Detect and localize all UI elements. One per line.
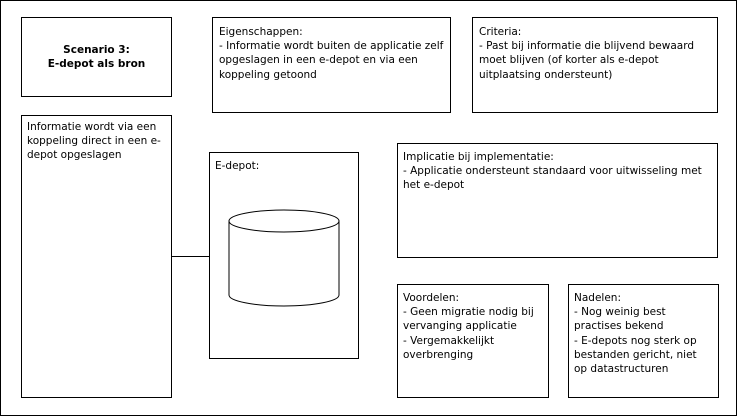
scenario-title-line2: E-depot als bron — [47, 58, 146, 70]
voordelen-item: - Geen migratie nodig bij vervanging applicatie — [403, 306, 534, 333]
criteria-item: - Past bij informatie die blijvend bewaard moet blijven (of korter als e-depot uitplaatsing ondersteunt) — [479, 40, 695, 81]
voordelen-box — [397, 284, 549, 398]
nadelen-item: - E-depots nog sterk op bestanden gericht, niet op datastructuren — [574, 334, 697, 376]
nadelen-heading: Nadelen: — [574, 292, 621, 304]
connector-line — [172, 256, 209, 257]
scenario-title-box — [21, 17, 172, 97]
implicatie-item: - Applicatie ondersteunt standaard voor uitwisseling met het e-depot — [403, 165, 702, 192]
criteria-heading: Criteria: — [479, 26, 522, 38]
scenario-title-line1: Scenario 3: — [63, 43, 130, 56]
eigenschappen-box — [212, 17, 451, 113]
criteria-box — [472, 17, 718, 113]
voordelen-item: - Vergemakkelijkt overbrenging — [403, 334, 495, 361]
informatie-box — [21, 115, 172, 398]
nadelen-item: - Nog weinig best practises bekend — [574, 306, 666, 333]
voordelen-heading: Voordelen: — [403, 292, 460, 304]
eigenschappen-heading: Eigenschappen: — [219, 26, 303, 38]
eigenschappen-item: - Informatie wordt buiten de applicatie zelf opgeslagen in een e-depot en via een koppeling getoond — [219, 40, 444, 81]
edepot-heading: E-depot: — [215, 160, 260, 172]
database-cylinder-icon — [228, 209, 340, 309]
nadelen-box — [568, 284, 719, 398]
informatie-text: Informatie wordt via een koppeling direct in een e-depot opgeslagen — [27, 121, 161, 162]
implicatie-heading: Implicatie bij implementatie: — [403, 151, 554, 163]
implicatie-box — [397, 143, 718, 258]
